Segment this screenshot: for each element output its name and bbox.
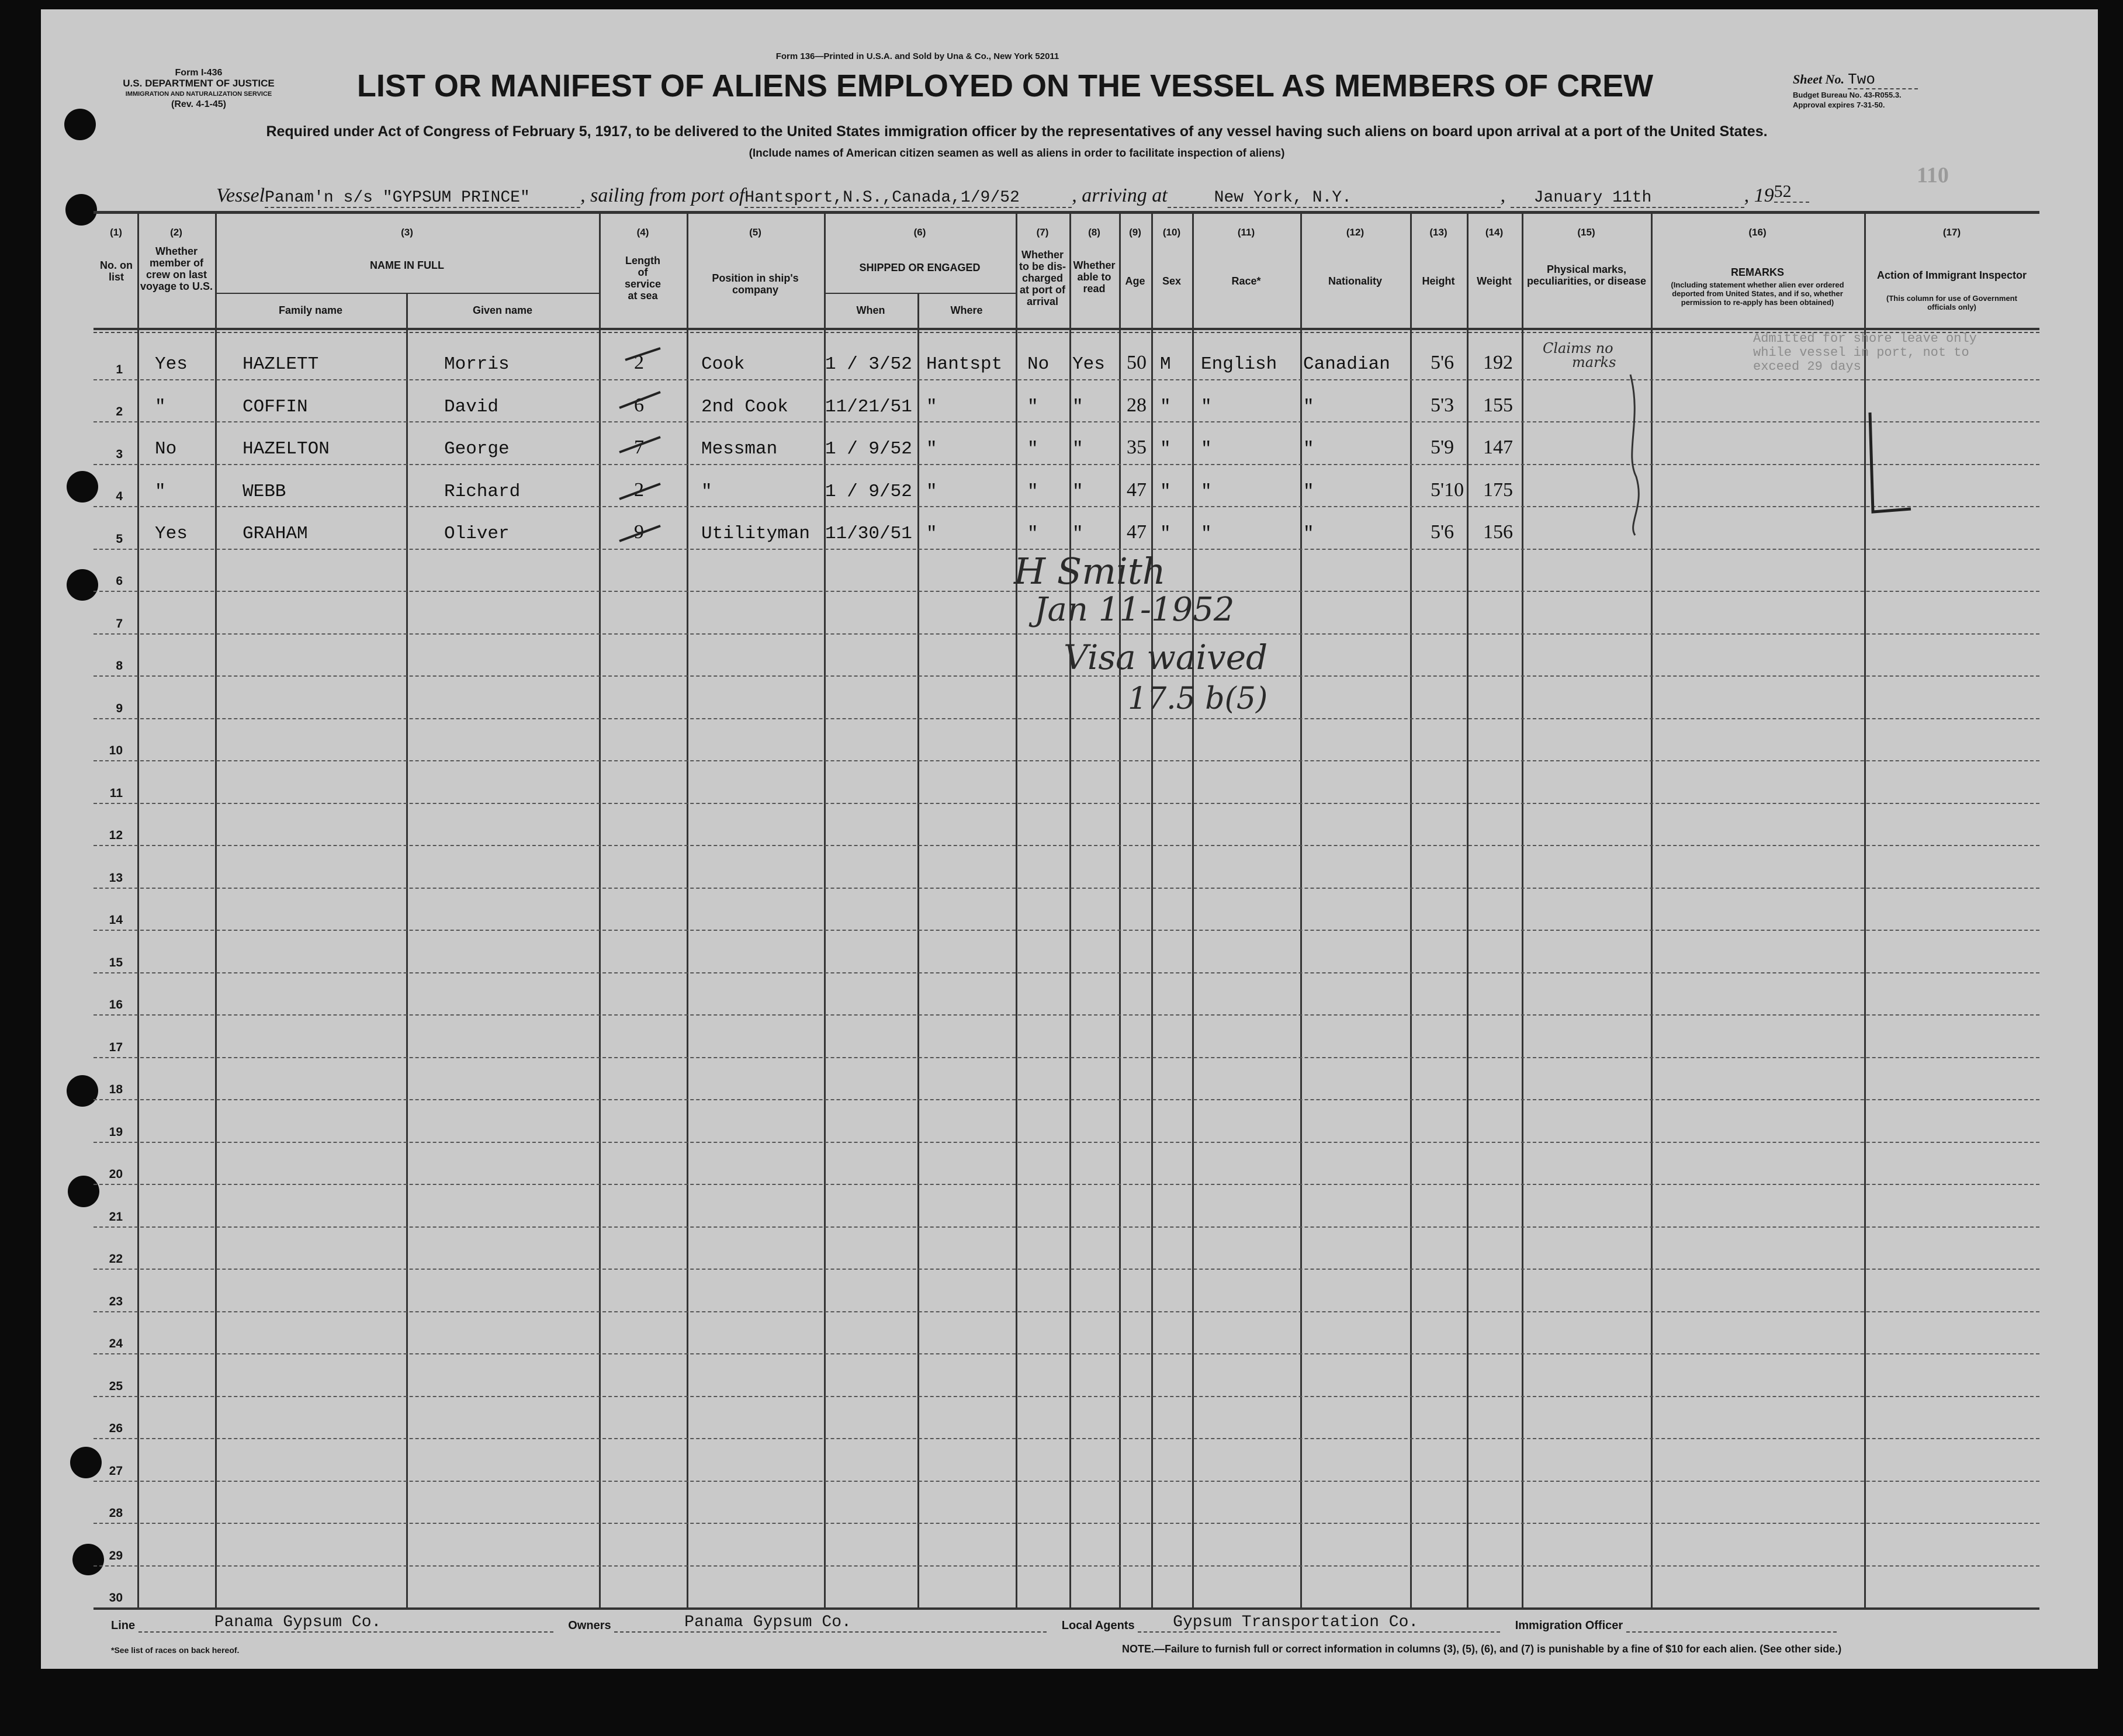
form-revision: (Rev. 4-1-45) <box>171 99 226 109</box>
given-name-cell: Richard <box>444 481 521 502</box>
able-to-read-cell: " <box>1072 524 1083 544</box>
race-cell: " <box>1201 439 1212 459</box>
colnum-3: (3) <box>401 227 413 238</box>
header-where: Where <box>950 304 983 316</box>
shipped-where-cell: Hantspt <box>926 354 1003 375</box>
age-cell: 28 <box>1127 394 1147 416</box>
given-name-cell: Morris <box>444 354 510 375</box>
colnum-10: (10) <box>1162 227 1181 238</box>
shipped-when-cell: 11/21/51 <box>825 396 912 417</box>
arrival-date: January 11th <box>1511 189 1744 208</box>
header-able-to-read: Whether able to read <box>1073 259 1116 294</box>
row-number: 1 <box>116 362 123 376</box>
row-number: 20 <box>109 1167 123 1181</box>
header-race: Race* <box>1231 275 1261 287</box>
row-number: 12 <box>109 829 123 842</box>
row-number: 6 <box>116 574 123 588</box>
sex-cell: " <box>1160 481 1171 502</box>
colnum-5: (5) <box>749 227 761 238</box>
header-remarks: REMARKS <box>1730 266 1784 278</box>
discharged-cell: " <box>1027 481 1038 502</box>
year-prefix: 19 <box>1754 185 1774 206</box>
sex-cell: " <box>1160 524 1171 544</box>
colnum-14: (14) <box>1485 227 1504 238</box>
remarks-stamp-line-2: while vessel in port, not to <box>1753 345 1969 360</box>
visa-waived-note: Visa waived <box>1064 637 1268 677</box>
colnum-6: (6) <box>913 227 926 238</box>
weight-cell: 192 <box>1483 352 1513 373</box>
last-voyage-cell: No <box>155 439 177 459</box>
sex-cell: M <box>1160 354 1171 375</box>
race-cell: English <box>1201 354 1277 375</box>
sheet-label: Sheet No. <box>1793 72 1844 86</box>
penalty-note: NOTE.—Failure to furnish full or correct information in columns (3), (5), (6), and (7) is punishable by a fine of $10 for each alien. (See other side.) <box>1122 1643 1842 1655</box>
shipped-where-cell: " <box>926 481 937 502</box>
row-number: 5 <box>116 532 123 546</box>
line-value: Panama Gypsum Co. <box>138 1613 553 1633</box>
owners-label: Owners <box>568 1619 611 1632</box>
shipped-when-cell: 1 / 9/52 <box>825 439 912 459</box>
height-cell: 5'6 <box>1431 521 1454 543</box>
height-cell: 5'10 <box>1431 479 1464 501</box>
given-name-cell: George <box>444 439 510 459</box>
header-nationality: Nationality <box>1328 275 1382 287</box>
position-cell: Utilityman <box>701 524 811 544</box>
discharged-cell: " <box>1027 439 1038 459</box>
header-length-of-service: Length of service at sea <box>624 255 662 302</box>
officer-signature-line <box>1626 1618 1837 1633</box>
position-cell: 2nd Cook <box>701 396 788 417</box>
page-stamp: 110 <box>1917 163 1949 188</box>
form-title: LIST OR MANIFEST OF ALIENS EMPLOYED ON THE VESSEL AS MEMBERS OF CREW <box>356 68 1654 103</box>
weight-cell: 155 <box>1483 394 1513 416</box>
family-name-cell: HAZELTON <box>243 439 330 459</box>
shipped-where-cell: " <box>926 396 937 417</box>
row-number: 9 <box>116 701 123 715</box>
colnum-4: (4) <box>636 227 649 238</box>
row-number: 25 <box>109 1379 123 1393</box>
header-height: Height <box>1422 275 1455 287</box>
hand-marks <box>41 9 2098 1669</box>
able-to-read-cell: " <box>1072 439 1083 459</box>
inspector-signature: H Smith <box>1014 550 1166 592</box>
header-family-name: Family name <box>278 304 343 316</box>
given-name-cell: David <box>444 396 499 417</box>
weight-cell: 175 <box>1483 479 1513 501</box>
row-number: 19 <box>109 1125 123 1139</box>
row-number: 2 <box>116 405 123 418</box>
service-length-cell: 6 <box>634 394 644 416</box>
position-cell: Cook <box>701 354 745 375</box>
height-cell: 5'9 <box>1431 436 1454 458</box>
header-name-in-full: NAME IN FULL <box>370 259 444 271</box>
row-number: 23 <box>109 1294 123 1308</box>
row-number: 24 <box>109 1337 123 1350</box>
nationality-cell: " <box>1303 396 1314 417</box>
last-voyage-cell: " <box>155 481 166 502</box>
discharged-cell: No <box>1027 354 1050 375</box>
service-length-cell: 9 <box>634 521 644 543</box>
header-age: Age <box>1125 275 1145 287</box>
shipped-when-cell: 11/30/51 <box>825 524 912 544</box>
sex-cell: " <box>1160 396 1171 417</box>
row-number: 29 <box>109 1548 123 1562</box>
weight-cell: 156 <box>1483 521 1513 543</box>
header-last-voyage: Whether member of crew on last voyage to U.S. <box>140 245 213 292</box>
header-inspector-action: Action of Immigrant Inspector <box>1876 269 2027 281</box>
family-name-cell: GRAHAM <box>243 524 308 544</box>
colnum-8: (8) <box>1088 227 1100 238</box>
header-when: When <box>856 304 885 316</box>
header-physical-marks: Physical marks, peculiarities, or disease <box>1526 264 1647 287</box>
vessel-value: Panam'n s/s "GYPSUM PRINCE" <box>265 189 580 208</box>
inspector-date: Jan 11-1952 <box>1034 591 1235 629</box>
shipped-where-cell: " <box>926 439 937 459</box>
colnum-16: (16) <box>1748 227 1767 238</box>
row-number: 4 <box>116 490 123 503</box>
shipped-where-cell: " <box>926 524 937 544</box>
header-shipped-engaged: SHIPPED OR ENGAGED <box>859 262 981 273</box>
vessel-label: Vessel <box>216 185 265 206</box>
row-number: 17 <box>109 1040 123 1054</box>
footer-line <box>111 1613 2039 1633</box>
last-voyage-cell: Yes <box>155 354 188 375</box>
header-inspector-sub: (This column for use of Government officials only) <box>1886 294 2017 311</box>
races-footnote: *See list of races on back hereof. <box>111 1645 240 1655</box>
row-number: 27 <box>109 1464 123 1478</box>
manifest-sheet <box>41 9 2098 1669</box>
sailing-value: Hantsport,N.S.,Canada,1/9/52 <box>744 189 1072 208</box>
header-sex: Sex <box>1162 275 1182 287</box>
row-number: 13 <box>109 871 123 885</box>
given-name-cell: Oliver <box>444 524 510 544</box>
approval-expiry: Approval expires 7-31-50. <box>1793 101 1885 109</box>
officer-label: Immigration Officer <box>1515 1619 1623 1632</box>
weight-cell: 147 <box>1483 436 1513 458</box>
discharged-cell: " <box>1027 396 1038 417</box>
row-number: 16 <box>109 998 123 1011</box>
family-name-cell: HAZLETT <box>243 354 319 375</box>
nationality-cell: " <box>1303 439 1314 459</box>
row-number: 7 <box>116 616 123 630</box>
arriving-label: , arriving at <box>1072 185 1168 206</box>
family-name-cell: COFFIN <box>243 396 308 417</box>
owners-value: Panama Gypsum Co. <box>614 1613 1047 1633</box>
row-number: 26 <box>109 1422 123 1435</box>
row-number: 18 <box>109 1083 123 1096</box>
header-weight: Weight <box>1477 275 1512 287</box>
race-cell: " <box>1201 396 1212 417</box>
shipped-when-cell: 1 / 9/52 <box>825 481 912 502</box>
last-voyage-cell: Yes <box>155 524 188 544</box>
row-number: 3 <box>116 447 123 461</box>
year-value: 52 <box>1774 182 1809 203</box>
age-cell: 50 <box>1127 352 1147 373</box>
row-number: 28 <box>109 1506 123 1520</box>
physical-note-line-2: marks <box>1572 354 1616 370</box>
able-to-read-cell: Yes <box>1072 354 1105 375</box>
service-length-cell: 7 <box>634 436 644 458</box>
arriving-value: New York, N.Y. <box>1168 189 1501 208</box>
form-subtitle: Required under Act of Congress of February 5, 1917, to be delivered to the United States immigration officer by the representatives of any vessel having such aliens on board upon arrival at a port of the United States. <box>266 123 1768 140</box>
remarks-stamp-line-1: Admitted for shore leave only <box>1753 331 1977 346</box>
age-cell: 47 <box>1127 521 1147 543</box>
colnum-1: (1) <box>110 227 122 238</box>
colnum-12: (12) <box>1346 227 1364 238</box>
race-cell: " <box>1201 524 1212 544</box>
able-to-read-cell: " <box>1072 481 1083 502</box>
header-no-on-list: No. on list <box>100 259 133 283</box>
regulation-reference: 17.5 b(5) <box>1128 681 1268 716</box>
last-voyage-cell: " <box>155 396 166 417</box>
header-given-name: Given name <box>472 304 533 316</box>
header-remarks-sub: (Including statement whether alien ever ordered deported from United States, and if so, whether permission to re-apply has been obtained) <box>1671 280 1844 307</box>
row-number: 10 <box>109 744 123 757</box>
able-to-read-cell: " <box>1072 396 1083 417</box>
department-name: U.S. DEPARTMENT OF JUSTICE <box>123 78 275 89</box>
colnum-13: (13) <box>1429 227 1447 238</box>
height-cell: 5'3 <box>1431 394 1454 416</box>
age-cell: 47 <box>1127 479 1147 501</box>
line-label: Line <box>111 1619 136 1632</box>
service-length-cell: 2 <box>634 479 644 501</box>
shipped-when-cell: 1 / 3/52 <box>825 354 912 375</box>
vessel-line: VesselPanam'n s/s "GYPSUM PRINCE" , sailing from port ofHantsport,N.S.,Canada,1/9/52 , arriving at New York, N.Y. , January 11th , 1952 <box>216 182 2086 208</box>
nationality-cell: " <box>1303 481 1314 502</box>
service-length-cell: 2 <box>634 352 644 373</box>
agents-label: Local Agents <box>1061 1619 1135 1632</box>
row-number: 30 <box>109 1591 123 1605</box>
agents-value: Gypsum Transportation Co. <box>1138 1613 1500 1633</box>
form-number: Form I-436 <box>175 68 223 78</box>
remarks-stamp-line-3: exceed 29 days <box>1753 359 1861 374</box>
colnum-15: (15) <box>1577 227 1595 238</box>
colnum-11: (11) <box>1237 227 1255 238</box>
row-number: 15 <box>109 955 123 969</box>
colnum-17: (17) <box>1942 227 1961 238</box>
row-number: 8 <box>116 659 123 673</box>
sailing-label: , sailing from port of <box>580 185 745 206</box>
header-discharged: Whether to be dis-charged at port of arrival <box>1019 249 1066 307</box>
nationality-cell: " <box>1303 524 1314 544</box>
position-cell: Messman <box>701 439 778 459</box>
sheet-value: Two <box>1848 71 1918 89</box>
service-name: IMMIGRATION AND NATURALIZATION SERVICE <box>125 91 272 98</box>
colnum-9: (9) <box>1129 227 1141 238</box>
age-cell: 35 <box>1127 436 1147 458</box>
row-number: 14 <box>109 913 123 927</box>
race-cell: " <box>1201 481 1212 502</box>
row-number: 21 <box>109 1210 123 1224</box>
row-number: 22 <box>109 1252 123 1266</box>
printer-line: Form 136—Printed in U.S.A. and Sold by Una & Co., New York 52011 <box>775 51 1059 61</box>
height-cell: 5'6 <box>1431 352 1454 373</box>
nationality-cell: Canadian <box>1303 354 1390 375</box>
family-name-cell: WEBB <box>243 481 286 502</box>
include-note: (Include names of American citizen seamen as well as aliens in order to facilitate inspection of aliens) <box>749 147 1285 160</box>
position-cell: " <box>701 481 712 502</box>
discharged-cell: " <box>1027 524 1038 544</box>
colnum-2: (2) <box>170 227 182 238</box>
budget-number: Budget Bureau No. 43-R055.3. <box>1793 91 1902 99</box>
header-position: Position in ship's company <box>712 272 799 296</box>
colnum-7: (7) <box>1036 227 1049 238</box>
physical-note-line-1: Claims no <box>1543 340 1613 356</box>
sex-cell: " <box>1160 439 1171 459</box>
row-number: 11 <box>109 786 123 800</box>
